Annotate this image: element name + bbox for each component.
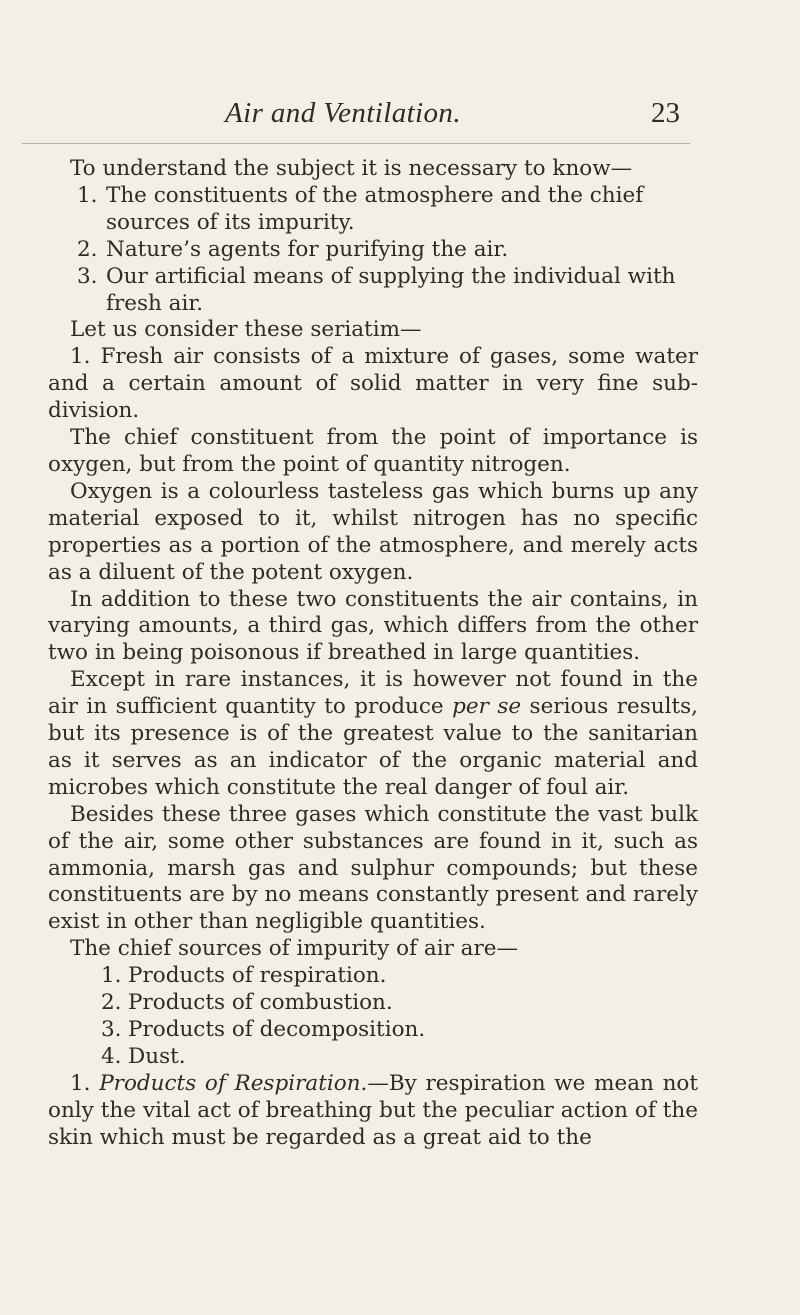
list-item-text: Products of decomposition. — [128, 1017, 426, 1042]
list-number: 3. — [101, 1017, 122, 1042]
list-item-text: Our artificial means of supplying the individual with fresh air. — [106, 263, 676, 316]
list-item-text: Products of combustion. — [128, 990, 393, 1016]
list-item — [48, 1017, 698, 1044]
text-run: Except in rare instances, it is however not found in the air in sufficient quantity to produce — [48, 667, 698, 720]
sources-intro-paragraph: The chief sources of impurity of air are— — [70, 936, 519, 962]
body-text — [48, 156, 698, 1152]
third-gas-paragraph: In addition to these two constituents the air contains, in varying amounts, a third gas, which differs from the other two in being poisonous if breathed in large quantities. — [48, 586, 698, 666]
list-item-text: Products of respiration. — [128, 963, 387, 989]
running-header — [0, 97, 800, 137]
page-number: 23 — [651, 97, 680, 129]
intro-paragraph: To understand the subject it is necessary to know— — [70, 156, 633, 181]
section-number: 1. — [70, 1070, 91, 1096]
italic-term: per se — [452, 694, 522, 720]
list-item-text: Nature’s agents for purifying the air. — [106, 236, 509, 262]
list-number: 2. — [101, 990, 122, 1016]
respiration-paragraph — [48, 1071, 698, 1152]
list-item-text: Dust. — [128, 1043, 186, 1069]
chief-constituent-paragraph: The chief constituent from the point of importance is oxygen, but from the point of quantity nitrogen. — [48, 425, 698, 477]
list-item-text: The constituents of the atmosphere and the chief sources of its impurity. — [106, 182, 644, 235]
other-substances-paragraph: Besides these three gases which constitute the vast bulk of the air, some other substances are found in it, such as ammonia, marsh gas and sulphur compounds; but these constituents are by no means constantly present and rarely exist in other than negligible quantities. — [48, 801, 698, 935]
text-run: —By respiration we mean not only the vital act of breathing but the peculiar action of the skin which must be regarded as a great aid to the — [48, 1070, 698, 1150]
list-number: 3. — [77, 263, 98, 289]
text-run: serious results, but its presence is of the greatest value to the sanitarian as it serves as an indicator of the organic material and microbes which constitute the real danger of foul air. — [48, 694, 699, 800]
list-item — [48, 963, 698, 990]
seriatim-paragraph: Let us consider these seriatim— — [70, 317, 422, 343]
sources-list — [48, 963, 698, 1071]
list-item — [48, 183, 698, 237]
oxygen-paragraph: Oxygen is a colourless tasteless gas which burns up any material exposed to it, whilst nitrogen has no specific properties as a portion of the atmosphere, and merely acts as a diluent of the potent oxygen. — [48, 478, 698, 585]
list-number: 2. — [77, 236, 98, 262]
list-number: 1. — [101, 963, 122, 989]
list-number: 1. — [77, 182, 98, 208]
section-heading: Products of Respiration. — [99, 1070, 368, 1096]
running-title: Air and Ventilation. — [225, 97, 461, 129]
list-item — [48, 237, 698, 264]
list-item — [48, 264, 698, 318]
indicator-paragraph — [48, 667, 698, 802]
list-number: 4. — [101, 1043, 122, 1069]
know-list — [48, 183, 698, 318]
list-item — [48, 1044, 698, 1071]
list-item — [48, 990, 698, 1017]
header-rule — [22, 143, 690, 144]
fresh-air-paragraph: 1. Fresh air consists of a mixture of gases, some water and a certain amount of solid matter in very fine sub-division. — [48, 344, 698, 424]
